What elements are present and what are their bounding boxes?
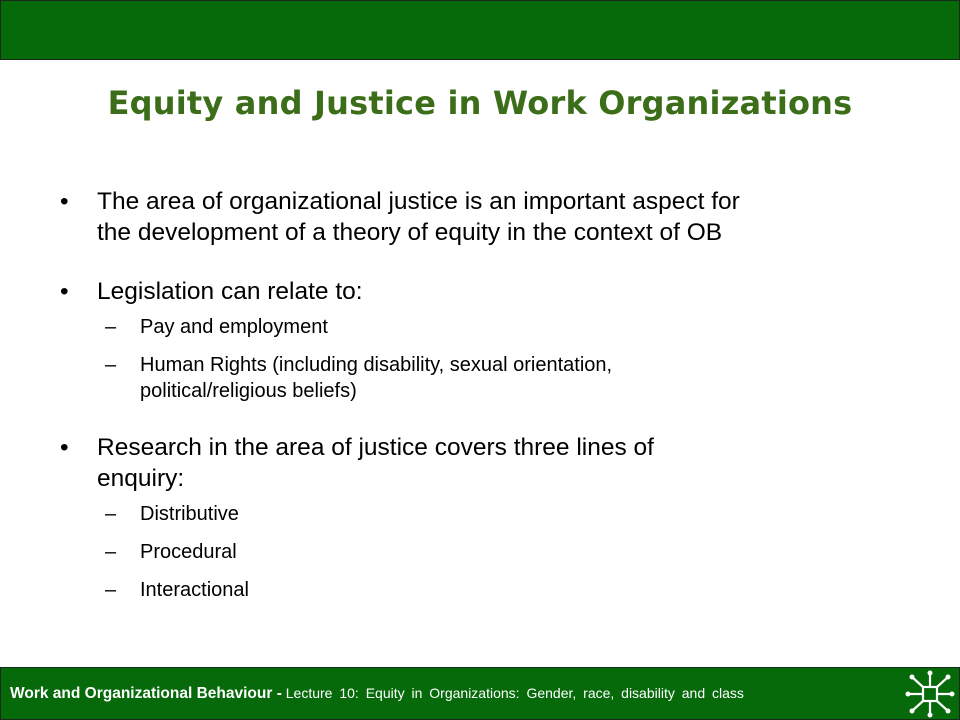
bullet-marker: • [60, 278, 69, 305]
header-bar [0, 0, 960, 60]
bullet-item [60, 276, 920, 307]
sub-bullet-marker: – [105, 579, 117, 601]
bullet-text-line: Research in the area of justice covers three lines of [97, 434, 654, 461]
bullet-text: Legislation can relate to: [97, 278, 363, 305]
sub-bullet-text-line: Human Rights (including disability, sexual orientation, [140, 354, 613, 376]
sub-bullet-marker: – [105, 354, 117, 376]
footer-caption [10, 685, 744, 703]
sub-bullet-text: Distributive [140, 503, 239, 525]
sub-bullet-text: Procedural [140, 541, 237, 563]
sub-bullet-text: Pay and employment [140, 316, 328, 338]
bullet-text-line: enquiry: [97, 465, 185, 492]
footer-lecture-title: Lecture 10: Equity in Organizations: Gender, race, disability and class [285, 685, 744, 701]
bullet-marker: • [60, 188, 69, 215]
network-star-icon [904, 670, 956, 718]
sub-bullet-item [60, 352, 920, 404]
sub-bullet-text-line: political/religious beliefs) [140, 380, 357, 402]
sub-bullet-item [60, 314, 920, 340]
bullet-item [60, 432, 920, 494]
sub-bullet-marker: – [105, 316, 117, 338]
slide-content [60, 186, 920, 615]
sub-bullet-marker: – [105, 541, 117, 563]
footer-course-title: Work and Organizational Behaviour - [10, 685, 282, 702]
sub-bullet-item [60, 501, 920, 527]
bullet-marker: • [60, 434, 69, 461]
slide-title: Equity and Justice in Work Organizations [107, 84, 853, 122]
sub-bullet-item [60, 577, 920, 603]
bullet-text-line: The area of organizational justice is an important aspect for [97, 188, 740, 215]
sub-bullet-item [60, 539, 920, 565]
sub-bullet-text: Interactional [140, 579, 249, 601]
bullet-text-line: the development of a theory of equity in the context of OB [97, 219, 723, 246]
bullet-item [60, 186, 920, 248]
sub-bullet-marker: – [105, 503, 117, 525]
